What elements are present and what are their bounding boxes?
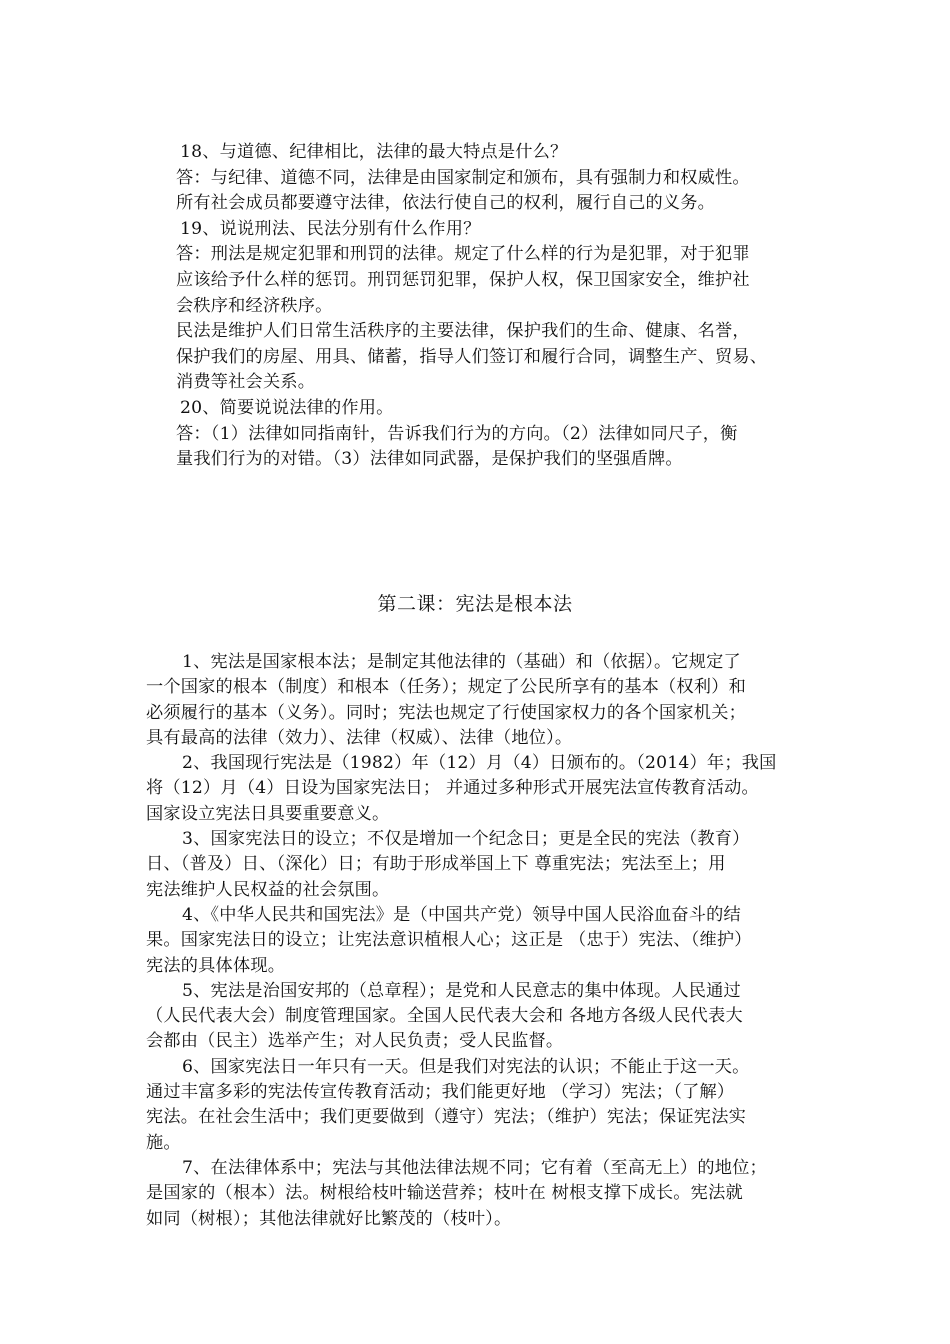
point-2-line-2: 将（12）月（4）日设为国家宪法日； 并通过多种形式开展宪法宣传教育活动。	[146, 778, 759, 799]
answer-20-line-2: 量我们行为的对错。（3）法律如同武器，是保护我们的坚强盾牌。	[176, 449, 683, 470]
answer-19-line-6: 消费等社会关系。	[176, 372, 316, 393]
point-5-line-2: （人民代表大会）制度管理国家。全国人民代表大会和 各地方各级人民代表大	[146, 1006, 743, 1027]
point-6-line-3: 宪法。在社会生活中；我们更要做到（遵守）宪法；（维护）宪法；保证宪法实	[146, 1107, 746, 1128]
question-20: 20、简要说说法律的作用。	[180, 397, 394, 418]
point-1-line-1: 1、宪法是国家根本法；是制定其他法律的（基础）和（依据）。它规定了	[182, 652, 741, 672]
point-3-line-3: 宪法维护人民权益的社会氛围。	[146, 879, 390, 900]
answer-19-line-5: 保护我们的房屋、用具、储蓄，指导人们签订和履行合同，调整生产、贸易、	[176, 346, 768, 367]
point-2-line-1: 2、我国现行宪法是（1982）年（12）月（4）日颁布的。（2014）年；我国	[182, 753, 777, 774]
answer-19-line-3: 会秩序和经济秩序。	[176, 295, 333, 316]
point-4-line-3: 宪法的具体体现。	[146, 955, 286, 976]
point-3-line-2: 日、（普及）日、（深化）日；有助于形成举国上下 尊重宪法；宪法至上；用	[146, 854, 726, 875]
point-1-line-4: 具有最高的法律（效力）、法律（权威）、法律（地位）。	[146, 727, 573, 748]
point-2-line-3: 国家设立宪法日具要重要意义。	[146, 803, 390, 824]
point-7-line-1: 7、在法律体系中；宪法与其他法律法规不同；它有着（至高无上）的地位；	[182, 1157, 767, 1178]
point-7-line-3: 如同（树根）；其他法律就好比繁茂的（枝叶）。	[146, 1208, 512, 1229]
question-19: 19、说说刑法、民法分别有什么作用？	[180, 218, 481, 239]
qa-section	[176, 140, 816, 473]
answer-18-line-1: 答：与纪律、道德不同，法律是由国家制定和颁布，具有强制力和权威性。	[176, 167, 750, 188]
answer-19-line-1: 答：刑法是规定犯罪和刑罚的法律。规定了什么样的行为是犯罪，对于犯罪	[176, 244, 750, 265]
point-7-line-2: 是国家的（根本）法。树根给枝叶输送营养；枝叶在 树根支撑下成长。宪法就	[146, 1183, 743, 1204]
answer-19-line-2: 应该给予什么样的惩罚。刑罚惩罚犯罪，保护人权，保卫国家安全，维护社	[176, 269, 750, 290]
answer-20-line-1: 答：（1）法律如同指南针，告诉我们行为的方向。（2）法律如同尺子，衡	[176, 423, 738, 444]
answer-19-line-4: 民法是维护人们日常生活秩序的主要法律，保护我们的生命、健康、名誉，	[176, 321, 750, 342]
point-5-line-3: 会都由（民主）选举产生；对人民负责；受人民监督。	[146, 1031, 564, 1052]
lesson-title: 第二课：宪法是根本法	[377, 593, 573, 615]
point-4-line-2: 果。国家宪法日的设立；让宪法意识植根人心；这正是 （忠于）宪法、（维护）	[146, 930, 752, 951]
lesson-content	[146, 650, 816, 1232]
point-5-line-1: 5、宪法是治国安邦的（总章程）；是党和人民意志的集中体现。人民通过	[182, 980, 741, 1001]
point-6-line-4: 施。	[146, 1132, 181, 1153]
answer-18-line-2: 所有社会成员都要遵守法律，依法行使自己的权利，履行自己的义务。	[176, 193, 716, 214]
point-6-line-1: 6、国家宪法日一年只有一天。但是我们对宪法的认识；不能止于这一天。	[182, 1056, 750, 1077]
point-1-line-2: 一个国家的根本（制度）和根本（任务）；规定了公民所享有的基本（权利）和	[146, 677, 746, 698]
question-18: 18、与道德、纪律相比，法律的最大特点是什么？	[180, 142, 568, 162]
point-6-line-2: 通过丰富多彩的宪法传宣传教育活动；我们能更好地 （学习）宪法；（了解）	[146, 1082, 735, 1103]
point-1-line-3: 必须履行的基本（义务）。同时；宪法也规定了行使国家权力的各个国家机关；	[146, 702, 746, 723]
point-3-line-1: 3、国家宪法日的设立；不仅是增加一个纪念日；更是全民的宪法（教育）	[182, 829, 750, 850]
point-4-line-1: 4、《中华人民共和国宪法》是（中国共产党）领导中国人民浴血奋斗的结	[182, 904, 741, 925]
